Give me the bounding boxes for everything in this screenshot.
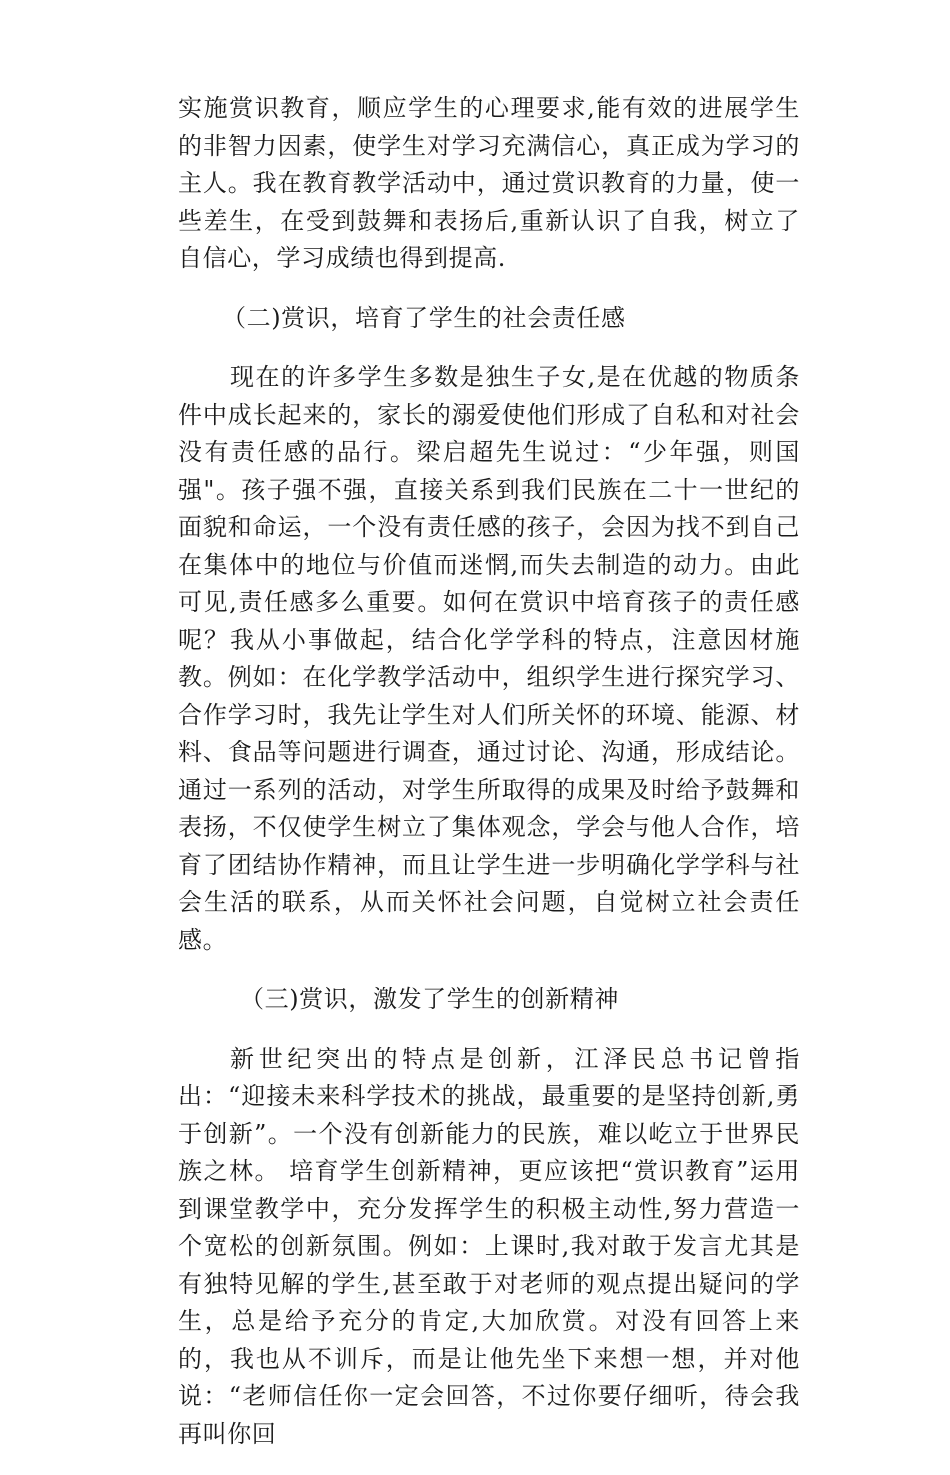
section-heading-two: （二)赏识，培育了学生的社会责任感 [222,303,626,332]
paragraph-intro: 实施赏识教育，顺应学生的心理要求,能有效的进展学生的非智力因素，使学生对学习充满信心，真正成为学习的主人。我在教育教学活动中，通过赏识教育的力量，使一些差生，在受到鼓舞和表扬后,重新认识了自我，树立了自信心，学习成绩也得到提高. [178,94,800,272]
paragraph-responsibility: 现在的许多学生多数是独生子女,是在优越的物质条件中成长起来的，家长的溺爱使他们形成了自私和对社会没有责任感的品行。梁启超先生说过：“少年强，则国强"。孩子强不强，直接关系到我们民族在二十一世纪的面貌和命运，一个没有责任感的孩子，会因为找不到自己在集体中的地位与价值而迷惘,而失去制造的动力。由此可见,责任感多么重要。如何在赏识中培育孩子的责任感呢？我从小事做起，结合化学学科的特点，注意因材施教。例如：在化学教学活动中，组织学生进行探究学习、合作学习时，我先让学生对人们所关怀的环境、能源、材料、食品等问题进行调查，通过讨论、沟通，形成结论。通过一系列的活动，对学生所取得的成果及时给予鼓舞和表扬，不仅使学生树立了集体观念，学会与他人合作，培育了团结协作精神，而且让学生进一步明确化学学科与社会生活的联系，从而关怀社会问题，自觉树立社会责任感。 [178,363,800,954]
document-body [178,90,800,1475]
paragraph-innovation: 新世纪突出的特点是创新，江泽民总书记曾指出：“迎接未来科学技术的挑战，最重要的是坚持创新,勇于创新”。一个没有创新能力的民族，难以屹立于世界民族之林。 培育学生创新精神，更应该把“赏识教育”运用到课堂教学中，充分发挥学生的积极主动性,努力营造一个宽松的创新氛围。例如：上课时,我对敢于发言尤其是有独特见解的学生,甚至敢于对老师的观点提出疑问的学生，总是给予充分的肯定,大加欣赏。对没有回答上来的，我也从不训斥，而是让他先坐下来想一想，并对他说：“老师信任你一定会回答，不过你要仔细听，待会我再叫你回 [178,1044,800,1448]
section-heading-three: （三)赏识，激发了学生的创新精神 [240,985,619,1013]
